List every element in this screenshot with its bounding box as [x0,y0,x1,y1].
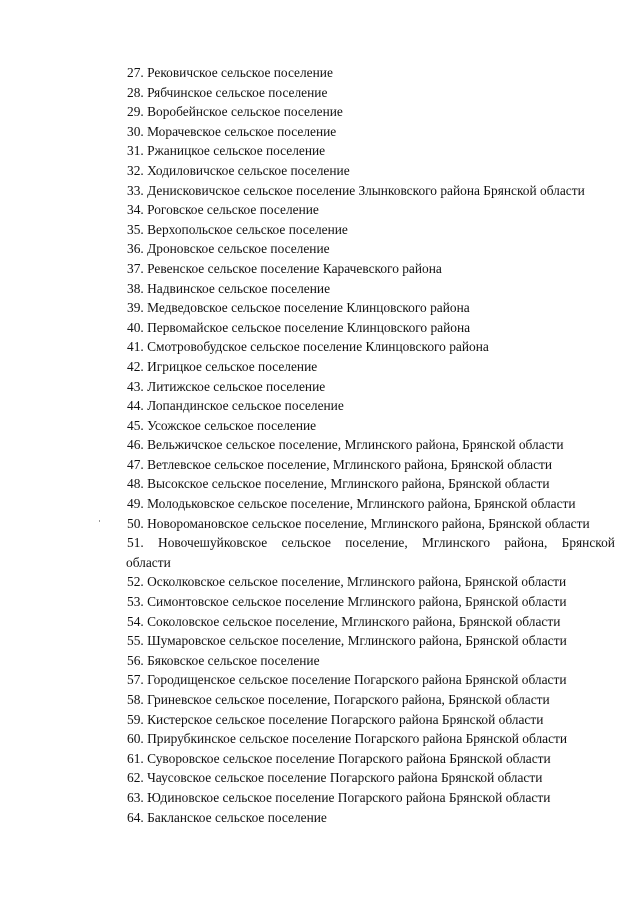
list-item [127,141,615,161]
item-number: 64. [127,809,144,825]
item-number: 28. [127,84,144,100]
item-text: Молодьковское сельское поселение, Мглинского района, Брянской области [147,496,576,512]
item-number: 58. [127,692,144,707]
list-item [127,279,615,299]
item-number: 35. [127,221,144,237]
list-item [127,808,615,828]
item-text: Городищенское сельское поселение Погарского района Брянской области [147,672,567,688]
list-item [127,161,615,181]
item-text: Ветлевское сельское поселение, Мглинского района, Брянской области [147,456,553,472]
list-item [127,83,615,103]
list-item [127,710,615,730]
list-item [127,690,615,710]
item-text: Рековичское сельское поселение [147,65,333,80]
item-word: Мглинского [422,535,491,551]
item-number: 38. [127,280,144,296]
list-item [127,220,615,240]
item-number: 63. [127,789,144,805]
item-text: Кистерское сельское поселение Погарского района Брянской области [147,711,544,727]
item-text: Воробейнское сельское поселение [147,104,343,120]
list-item [127,612,615,632]
item-number: 56. [127,652,144,668]
item-text: Морачевское сельское поселение [147,123,337,139]
list-item [127,749,615,769]
item-text: Высокское сельское поселение, Мглинского района, Брянской области [147,476,550,492]
list-item-wrapped [127,533,615,572]
item-number: 52. [127,574,144,590]
item-number: 53. [127,594,144,610]
item-text: Ревенское сельское поселение Карачевского района [147,260,442,276]
list-item [127,514,615,534]
item-word: поселение, [345,535,408,551]
item-number: 59. [127,711,144,727]
list-item [127,416,615,436]
list-item [127,357,615,377]
item-text: Роговское сельское поселение [147,202,319,218]
item-text: Ржаницкое сельское поселение [147,143,326,159]
item-word: сельское [281,535,331,551]
list-item [127,474,615,494]
item-text: Чаусовское сельское поселение Погарского района Брянской области [147,770,543,786]
item-number: 50. [127,515,144,531]
item-number: 48. [127,476,144,492]
item-text: Прирубкинское сельское поселение Погарского района Брянской области [147,731,568,747]
item-number: 30. [127,123,144,139]
list-item [127,377,615,397]
item-number: 46. [127,437,144,453]
list-item [127,572,615,592]
settlement-list [127,63,615,827]
list-item [127,63,615,83]
item-text: Верхопольское сельское поселение [147,221,348,237]
list-item [127,670,615,690]
list-item [127,631,615,651]
item-number: 40. [127,319,144,335]
item-text: Рябчинское сельское поселение [147,84,328,100]
item-text: Смотровобудское сельское поселение Клинцовского района [147,339,489,355]
item-word: Новочешуйковское [158,535,268,551]
item-continuation: области [126,554,171,570]
item-word: района, [504,535,548,551]
item-text: Вельжичское сельское поселение, Мглинского района, Брянской области [147,437,564,453]
item-number: 29. [127,104,144,120]
item-number: 34. [127,202,144,218]
item-number: 31. [127,143,144,159]
item-text: Денисковичское сельское поселение Злынковского района Брянской области [147,182,585,198]
item-text: Юдиновское сельское поселение Погарского района Брянской области [147,789,551,805]
item-number: 37. [127,260,144,276]
item-number: 61. [127,750,144,766]
item-number: 43. [127,378,144,394]
item-number: 45. [127,417,144,433]
list-item [127,788,615,808]
item-text: Усожское сельское поселение [147,417,317,433]
item-number: 32. [127,162,144,178]
item-number: 57. [127,672,144,688]
item-text: Игрицкое сельское поселение [147,358,318,374]
item-text: Суворовское сельское поселение Погарского района Брянской области [147,750,551,766]
item-number: 44. [127,398,144,414]
list-item [127,768,615,788]
list-item [127,729,615,749]
item-number: 62. [127,770,144,786]
item-text: Медведовское сельское поселение Клинцовского района [147,300,470,316]
list-item [127,318,615,338]
list-item [127,337,615,357]
list-item [127,396,615,416]
item-number: 51. [127,535,144,551]
item-text: Шумаровское сельское поселение, Мглинского района, Брянской области [147,633,567,649]
list-item [127,298,615,318]
item-text: Первомайское сельское поселение Клинцовского района [147,319,471,335]
list-item [127,239,615,259]
item-number: 42. [127,358,144,374]
list-item [127,651,615,671]
item-number: 36. [127,241,144,257]
item-number: 27. [127,65,144,80]
item-text: Бяковское сельское поселение [147,652,320,668]
item-number: 54. [127,613,144,629]
item-text: Ходиловичское сельское поселение [147,162,350,178]
list-item [127,122,615,142]
item-number: 60. [127,731,144,747]
item-number: 39. [127,300,144,316]
list-item [127,494,615,514]
item-text: Лопандинское сельское поселение [147,398,344,414]
item-text: Надвинское сельское поселение [147,280,331,296]
item-text: Литижское сельское поселение [147,378,326,394]
item-number: 49. [127,496,144,512]
item-number: 55. [127,633,144,649]
item-number: 47. [127,456,144,472]
list-item [127,435,615,455]
item-text: Симонтовское сельское поселение Мглинского района, Брянской области [147,594,567,610]
item-first-line [127,533,615,553]
list-item [127,259,615,279]
list-item [127,200,615,220]
list-item [127,455,615,475]
item-text: Гриневское сельское поселение, Погарского района, Брянской области [147,692,550,707]
item-text: Соколовское сельское поселение, Мглинского района, Брянской области [147,613,561,629]
item-text: Осколковское сельское поселение, Мглинского района, Брянской области [147,574,567,590]
list-item [127,181,615,201]
scan-speck [99,520,100,522]
item-number: 33. [127,182,144,198]
item-text: Бакланское сельское поселение [147,809,327,825]
item-text: Новоромановское сельское поселение, Мглинского района, Брянской области [147,515,590,531]
item-number: 41. [127,339,144,355]
item-text: Дроновское сельское поселение [147,241,330,257]
list-item [127,592,615,612]
item-word: Брянской [561,535,615,551]
list-item [127,102,615,122]
